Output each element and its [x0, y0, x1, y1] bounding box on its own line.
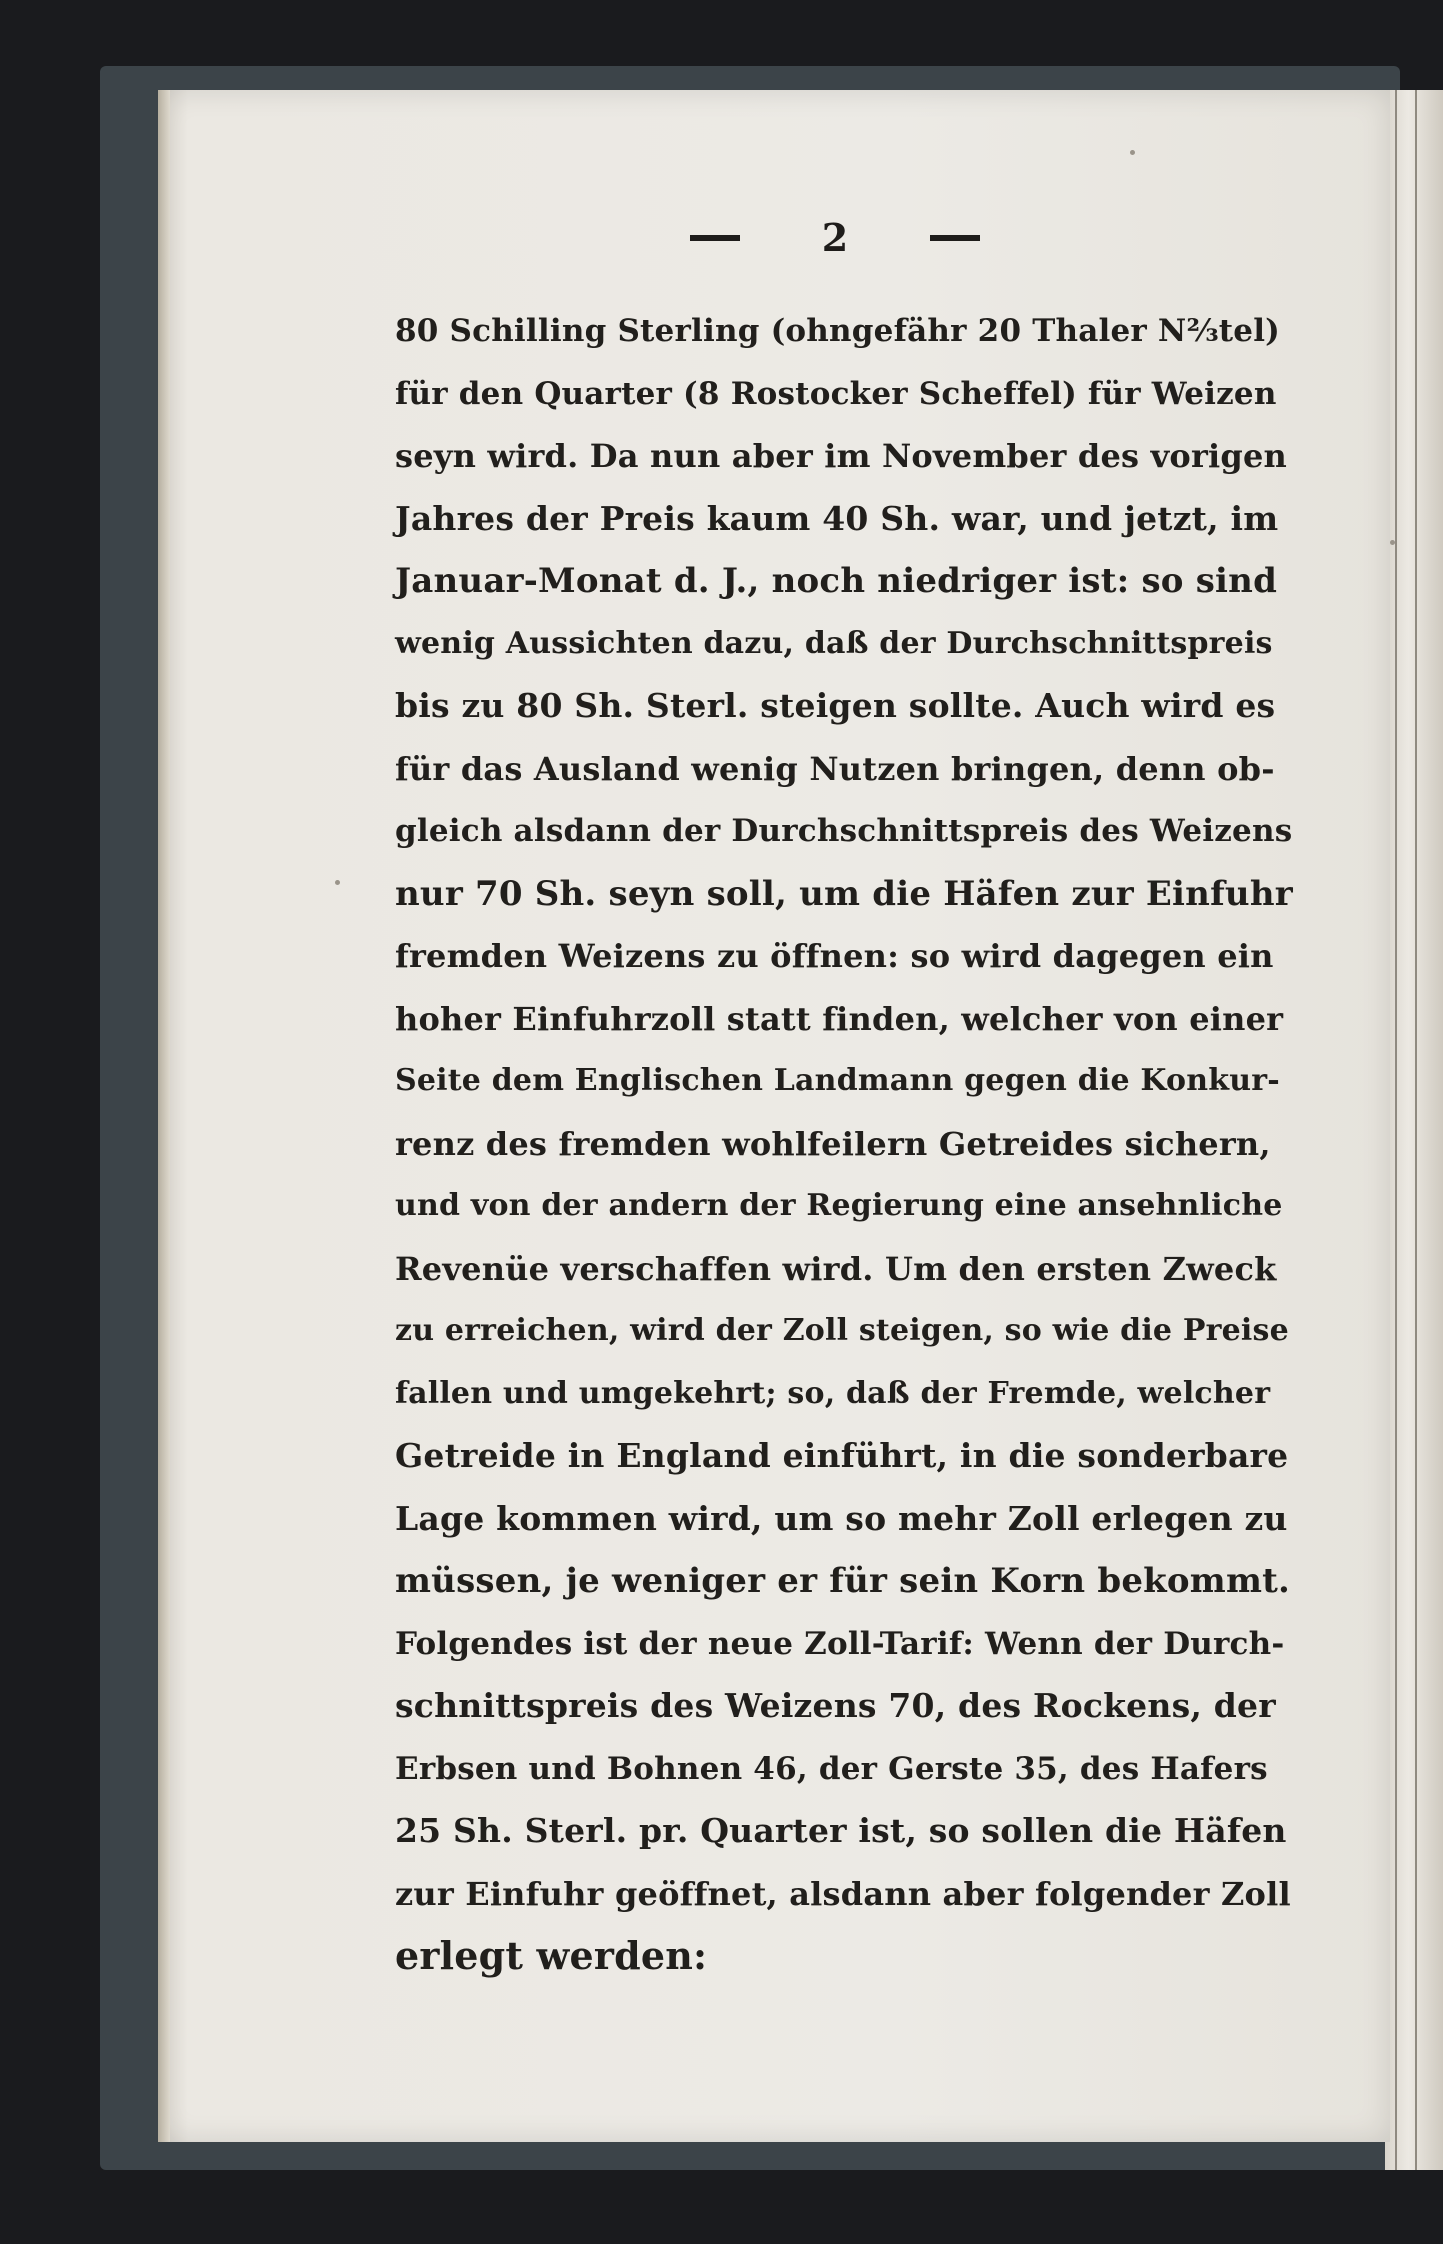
- text-line: für das Ausland wenig Nutzen bringen, denn ob-: [395, 749, 1275, 788]
- text-line: Seite dem Englischen Landmann gegen die Konkur-: [395, 1063, 1280, 1098]
- text-line: Erbsen und Bohnen 46, der Gerste 35, des Hafers: [395, 1750, 1268, 1787]
- paper-spot: [335, 880, 340, 885]
- text-line: renz des fremden wohlfeilern Getreides sichern,: [395, 1124, 1271, 1163]
- text-line: 25 Sh. Sterl. pr. Quarter ist, so sollen die Häfen: [395, 1811, 1287, 1850]
- text-line: erlegt werden:: [395, 1933, 708, 1978]
- text-line: zur Einfuhr geöffnet, alsdann aber folgender Zoll: [395, 1874, 1291, 1913]
- text-line: Getreide in England einführt, in die sonderbare: [395, 1436, 1289, 1475]
- text-line: seyn wird. Da nun aber im November des vorigen: [395, 437, 1287, 475]
- paper-spot: [1390, 540, 1395, 545]
- text-line: fremden Weizens zu öffnen: so wird dagegen ein: [395, 937, 1274, 975]
- text-line: müssen, je weniger er für sein Korn bekommt.: [395, 1561, 1291, 1601]
- text-line: Revenüe verschaffen wird. Um den ersten Zweck: [395, 1249, 1277, 1288]
- header-dash-left: [690, 235, 740, 241]
- text-line: fallen und umgekehrt; so, daß der Fremde, welcher: [395, 1375, 1271, 1411]
- text-line: bis zu 80 Sh. Sterl. steigen sollte. Auch wird es: [395, 686, 1276, 725]
- text-line: nur 70 Sh. seyn soll, um die Häfen zur Einfuhr: [395, 873, 1293, 914]
- text-line: Lage kommen wird, um so mehr Zoll erlegen zu: [395, 1498, 1288, 1538]
- text-line: schnittspreis des Weizens 70, des Rockens, der: [395, 1686, 1276, 1725]
- text-line: für den Quarter (8 Rostocker Scheffel) für Weizen: [395, 375, 1277, 412]
- text-line: hoher Einfuhrzoll statt finden, welcher von einer: [395, 999, 1284, 1038]
- text-line: 80 Schilling Sterling (ohngefähr 20 Thaler N⅔tel): [395, 313, 1281, 349]
- text-line: Januar-Monat d. J., noch niedriger ist: so sind: [395, 561, 1278, 601]
- text-line: Jahres der Preis kaum 40 Sh. war, und jetzt, im: [395, 498, 1279, 538]
- page-edges: [1385, 90, 1443, 2170]
- page-gutter: [158, 90, 170, 2142]
- text-line: gleich alsdann der Durchschnittspreis des Weizens: [395, 813, 1293, 849]
- page-number: 2: [821, 215, 849, 260]
- text-line: zu erreichen, wird der Zoll steigen, so wie die Preise: [395, 1313, 1289, 1348]
- paper-spot: [1130, 150, 1135, 155]
- text-line: Folgendes ist der neue Zoll-Tarif: Wenn der Durch-: [395, 1625, 1285, 1662]
- header-dash-right: [930, 235, 980, 241]
- text-line: und von der andern der Regierung eine ansehnliche: [395, 1188, 1283, 1223]
- text-line: wenig Aussichten dazu, daß der Durchschnittspreis: [395, 625, 1273, 661]
- page-header: [690, 215, 990, 265]
- body-text: [395, 300, 1295, 1988]
